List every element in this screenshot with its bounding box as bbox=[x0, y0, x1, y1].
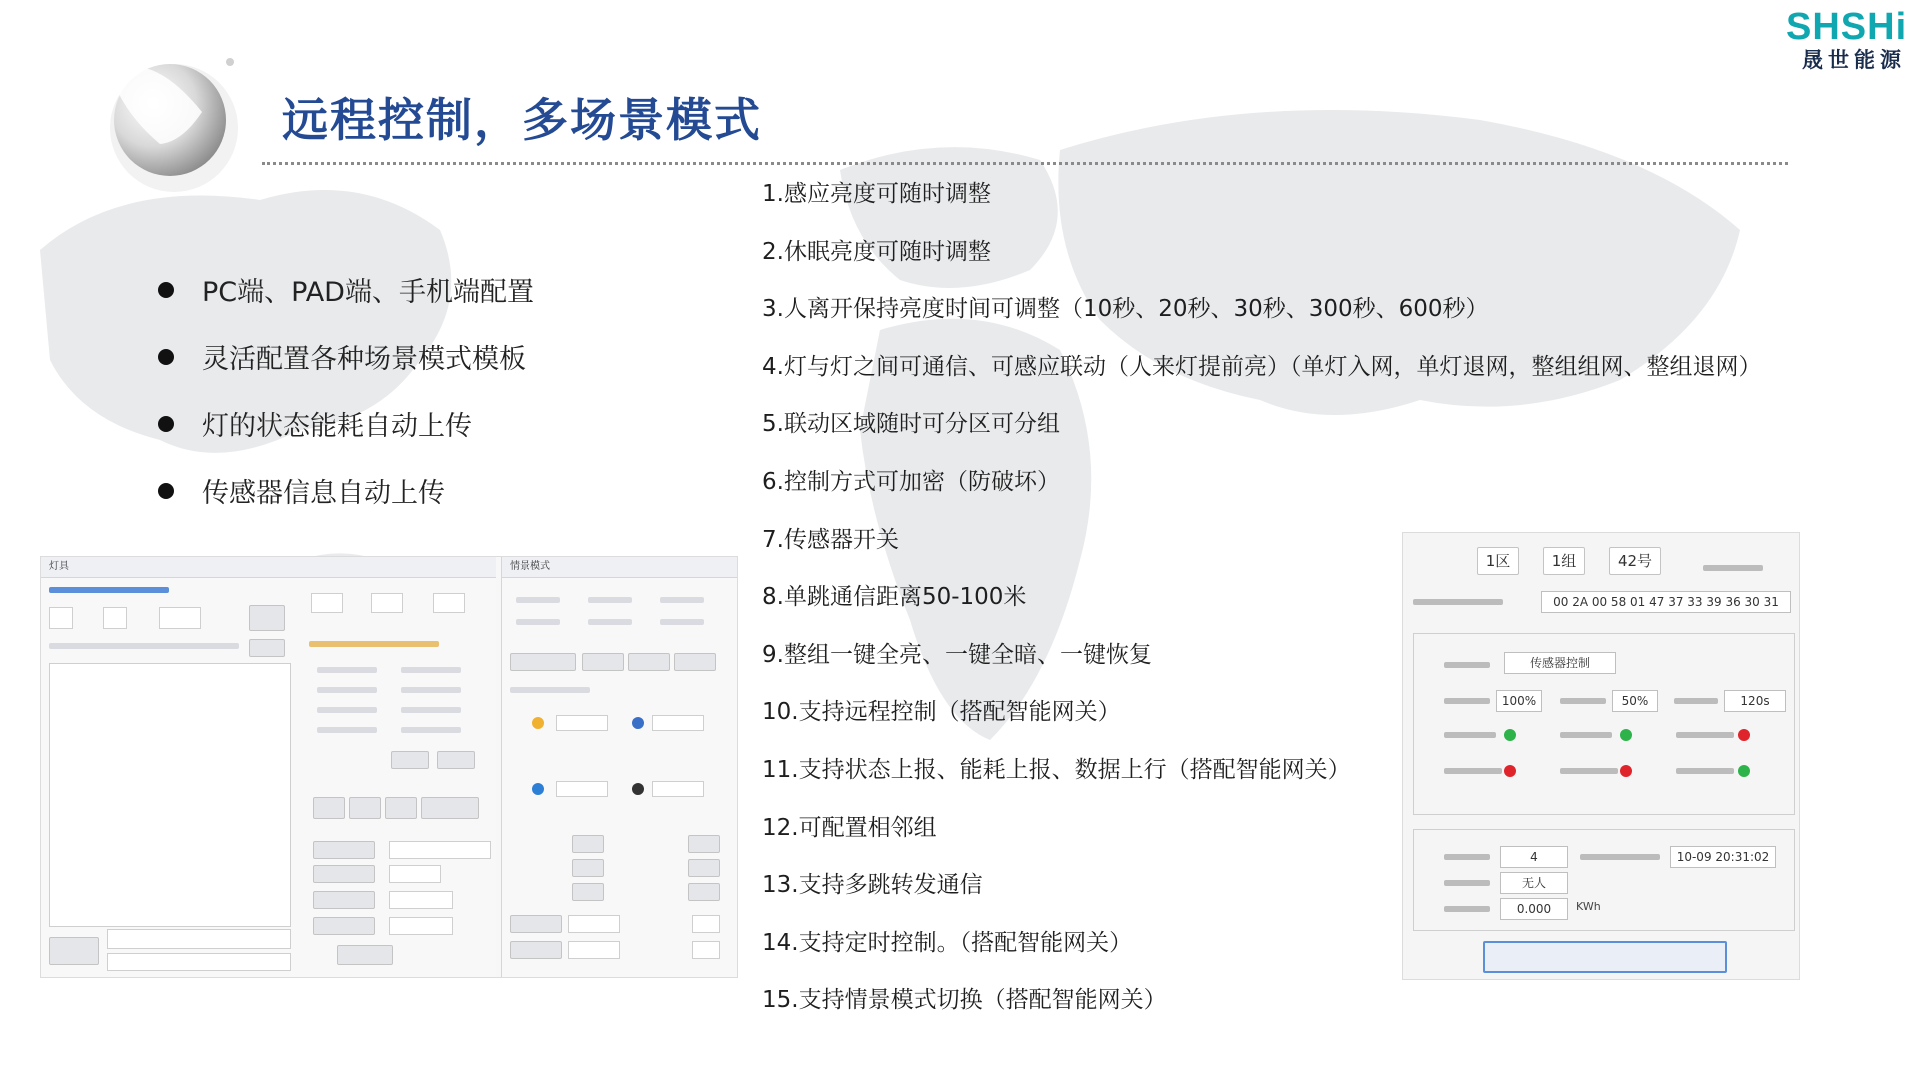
leave-switch-status-icon bbox=[1738, 765, 1750, 777]
feature-item: 1.感应亮度可随时调整 bbox=[762, 181, 991, 207]
number-button[interactable]: 42号 bbox=[1609, 547, 1661, 575]
pc-scene-panel bbox=[501, 557, 738, 977]
feature-item: 6.控制方式可加密（防破坏） bbox=[762, 468, 1060, 495]
delay-time-field[interactable]: 120s bbox=[1724, 690, 1786, 712]
feature-item: 10.支持远程控制（搭配智能网关） bbox=[762, 699, 1121, 726]
bullet-dot-icon bbox=[158, 349, 174, 365]
bullet-item: PC端、PAD端、手机端配置 bbox=[158, 256, 534, 323]
device-id-field: 00 2A 00 58 01 47 37 33 39 36 30 31 bbox=[1541, 591, 1791, 613]
zone-button[interactable]: 1区 bbox=[1477, 547, 1519, 575]
group-status-icon bbox=[1620, 729, 1632, 741]
bullet-dot-icon bbox=[158, 282, 174, 298]
sensor-switch-status-icon bbox=[1504, 729, 1516, 741]
sense-count-field: 4 bbox=[1500, 846, 1568, 868]
sleep-brightness-field[interactable]: 50% bbox=[1612, 690, 1658, 712]
feature-item: 15.支持情景模式切换（搭配智能网关） bbox=[762, 987, 1167, 1014]
pc-panel-title: 灯具 bbox=[41, 557, 496, 578]
pc-scene-panel-title: 情景模式 bbox=[502, 557, 738, 578]
feature-item: 12.可配置相邻组 bbox=[762, 814, 937, 841]
feature-item: 2.休眠亮度可随时调整 bbox=[762, 238, 991, 265]
decorative-sphere-icon bbox=[82, 52, 252, 202]
bullet-dot-icon bbox=[158, 483, 174, 499]
feature-item: 9.整组一键全亮、一键全暗、一键恢复 bbox=[762, 641, 1152, 668]
pc-software-screenshot bbox=[40, 556, 738, 978]
group-button[interactable]: 1组 bbox=[1543, 547, 1585, 575]
route-status-icon bbox=[1620, 765, 1632, 777]
logo-text-cn: 晟世能源 bbox=[1802, 48, 1906, 72]
title-divider bbox=[262, 162, 1788, 165]
last-sense-time-field: 10-09 20:31:02 bbox=[1670, 846, 1776, 868]
sense-status-field: 无人 bbox=[1500, 872, 1568, 894]
feature-item: 7.传感器开关 bbox=[762, 526, 899, 553]
feature-item: 14.支持定时控制。（搭配智能网关） bbox=[762, 929, 1133, 956]
feature-item: 3.人离开保持亮度时间可调整（10秒、20秒、30秒、300秒、600秒） bbox=[762, 296, 1489, 323]
feature-item: 13.支持多跳转发通信 bbox=[762, 872, 983, 899]
data-report-status-icon bbox=[1738, 729, 1750, 741]
confirm-button[interactable] bbox=[1483, 941, 1727, 973]
join-status-icon bbox=[1504, 765, 1516, 777]
logo-text-en: SHSHi bbox=[1786, 6, 1908, 48]
feature-item: 8.单跳通信距离50-100米 bbox=[762, 584, 1027, 611]
feature-item: 5.联动区域随时可分区可分组 bbox=[762, 411, 1060, 438]
bullet-item: 灵活配置各种场景模式模板 bbox=[158, 323, 534, 390]
energy-unit: KWh bbox=[1576, 900, 1601, 913]
control-mode-field[interactable]: 传感器控制 bbox=[1504, 652, 1616, 674]
energy-field: 0.000 bbox=[1500, 898, 1568, 920]
feature-item: 4.灯与灯之间可通信、可感应联动（人来灯提前亮）（单灯入网，单灯退网，整组组网、整组退网） bbox=[762, 353, 1762, 380]
bullet-list bbox=[158, 256, 534, 524]
settings-group bbox=[1413, 633, 1795, 815]
feature-item: 11.支持状态上报、能耗上报、数据上行（搭配智能网关） bbox=[762, 756, 1351, 783]
sense-brightness-field[interactable]: 100% bbox=[1496, 690, 1542, 712]
page-title: 远程控制，多场景模式 bbox=[282, 93, 762, 147]
bullet-item: 灯的状态能耗自动上传 bbox=[158, 390, 534, 457]
data-group bbox=[1413, 829, 1795, 931]
phone-app-screenshot bbox=[1402, 532, 1800, 980]
pc-light-panel bbox=[41, 557, 496, 977]
bullet-dot-icon bbox=[158, 416, 174, 432]
bullet-item: 传感器信息自动上传 bbox=[158, 457, 534, 524]
brand-logo bbox=[1786, 6, 1906, 72]
